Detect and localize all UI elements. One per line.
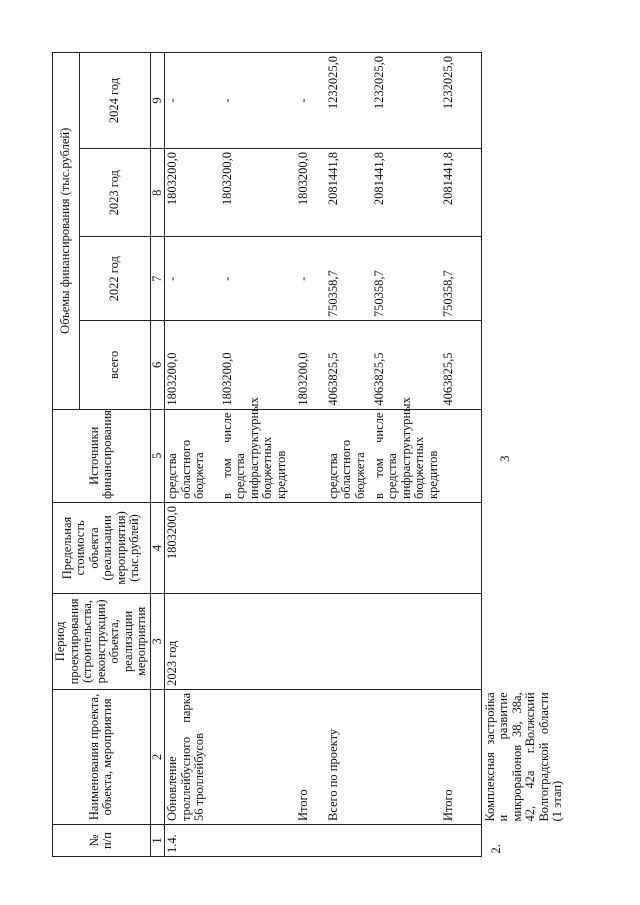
col-number: 8 xyxy=(150,148,165,237)
header-volumes: Объемы финансирования (тыс.рублей) xyxy=(53,53,80,410)
col-number: 6 xyxy=(150,321,165,410)
row-2024: - xyxy=(220,53,296,149)
header-period: Период проектирования (строительства, реконструкции) объекта, реализации мероприятия xyxy=(53,593,151,689)
financing-table xyxy=(52,52,566,857)
row-2022: - xyxy=(165,237,220,321)
header-2023: 2023 год xyxy=(80,148,150,237)
header-2024: 2024 год xyxy=(80,53,150,149)
row-num: 1.4. xyxy=(165,825,220,857)
row-label: Итого xyxy=(296,689,326,824)
col-number: 5 xyxy=(150,409,165,502)
header-name: Наименования проекта, объекта, мероприятия xyxy=(53,689,151,824)
row-2022: 750358,7 xyxy=(441,237,481,321)
col-number: 7 xyxy=(150,237,165,321)
column-number-row xyxy=(150,53,165,857)
header-cost: Предельная стоимость объекта (реализации мероприятия) (тыс.рублей) xyxy=(53,502,151,593)
col-number: 2 xyxy=(150,689,165,824)
row-name: Комплексная застройка и развитие микрорайонов 38, 38а, 42, 42а г.Волжский Волгоградской области (1 этап) xyxy=(482,692,564,822)
row-2022: - xyxy=(220,237,296,321)
row-total: 4063825,5 xyxy=(326,321,372,410)
col-number: 4 xyxy=(150,502,165,593)
row-2022: 750358,7 xyxy=(326,237,372,321)
row-2023: 2081441,8 xyxy=(441,148,481,237)
row-label: Итого xyxy=(441,689,481,824)
table-row-project-a xyxy=(326,53,372,857)
page-number: 3 xyxy=(497,455,512,462)
row-2024: 1232025,0 xyxy=(326,53,372,149)
row-source: средства областного бюджета xyxy=(326,409,372,502)
row-total: 1803200,0 xyxy=(165,321,220,410)
row-2023: 1803200,0 xyxy=(220,148,296,237)
col-number: 9 xyxy=(150,53,165,149)
table-row-2 xyxy=(481,53,566,857)
row-num: 2. xyxy=(488,844,503,854)
row-label: Всего по проекту xyxy=(326,689,372,824)
header-source: Источники финансирования xyxy=(53,409,151,502)
row-source: в том числе средства инфраструктурных бюджетных кредитов xyxy=(220,409,296,502)
row-total: 1803200,0 xyxy=(296,321,326,410)
row-2022: 750358,7 xyxy=(372,237,442,321)
table-row-1-4-b xyxy=(220,53,296,857)
table-row-itogo-2 xyxy=(441,53,481,857)
row-source: в том числе средства инфраструктурных бюджетных кредитов xyxy=(372,409,442,502)
table-row-itogo-1 xyxy=(296,53,326,857)
row-total: 4063825,5 xyxy=(372,321,442,410)
header-row-1 xyxy=(53,53,80,857)
header-num: № п/п xyxy=(53,825,151,857)
header-2022: 2022 год xyxy=(80,237,150,321)
row-total: 4063825,5 xyxy=(441,321,481,410)
row-total: 1803200,0 xyxy=(220,321,296,410)
table-row-1-4-a xyxy=(165,53,220,857)
row-2023: 1803200,0 xyxy=(296,148,326,237)
header-total: всего xyxy=(80,321,150,410)
row-2023: 2081441,8 xyxy=(326,148,372,237)
row-2023: 2081441,8 xyxy=(372,148,442,237)
row-2022: - xyxy=(296,237,326,321)
row-period: 2023 год xyxy=(165,593,220,689)
table-row-project-b xyxy=(372,53,442,857)
col-number: 3 xyxy=(150,593,165,689)
row-source: средства областного бюджета xyxy=(165,409,220,502)
row-2024: - xyxy=(165,53,220,149)
col-number: 1 xyxy=(150,825,165,857)
row-cost: 1803200,0 xyxy=(165,502,220,593)
row-2024: 1232025,0 xyxy=(441,53,481,149)
row-name: Обновление троллейбусного парка 56 троллейбусов xyxy=(165,689,220,824)
row-2024: - xyxy=(296,53,326,149)
row-2023: 1803200,0 xyxy=(165,148,220,237)
rotated-page xyxy=(52,52,567,857)
row-2024: 1232025,0 xyxy=(372,53,442,149)
